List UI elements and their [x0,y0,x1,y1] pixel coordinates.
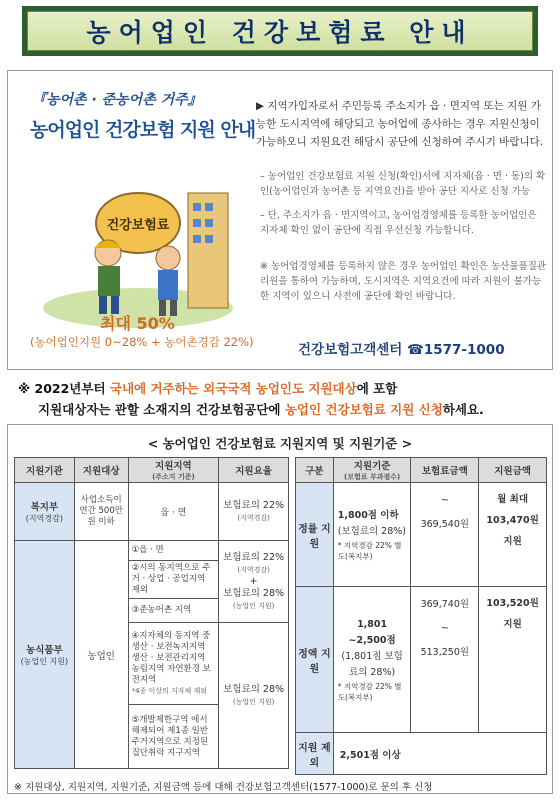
gubun-fixed-rate: 정률 지원 [296,483,334,587]
application-notes [260,169,546,247]
eligibility-text: ▶ 지역가입자로서 주민등록 주소지가 읍 · 면지역 또는 지원 가능한 도시지역에 해당되고 농어업에 종사하는 경우 지원신청이 가능하오니 지원요건 해당시 공단에 신청하여 주시기 바랍니다. [256,100,544,148]
amount-fixed-amount: 369,740원 ~ 513,250원 [411,587,479,733]
header-gubun: 구분 [296,458,334,483]
info-panel [7,70,553,370]
zone-2: ②시의 동지역으로 주거 · 상업 · 공업지역 제외 [128,561,219,599]
header-agency: 지원기관 [15,458,75,483]
header-rate: 지원요율 [219,458,289,483]
support-region-table [14,457,289,769]
main-title: 농어업인 건강보험 지원 안내 [30,119,256,141]
standard-fixed-rate: 1,800점 이하 (보험료의 28%) * 지역경감 22% 별도(복지부) [333,483,411,587]
table-row [296,587,547,733]
standard-fixed-amount: 1,801 ~2,500점 (1,801점 보험료의 28%) * 지역경감 22% 별도(복지부) [333,587,411,733]
table-row [296,483,547,587]
page-title: 농어업인 건강보험료 안내 [27,11,533,51]
max-rate: 최대 50% [100,314,175,333]
notice-highlight-1: 국내에 거주하는 외국국적 농업인도 지원대상 [109,381,357,396]
agency-agriculture: 농식품부 (농업인 지원) [15,541,75,769]
header-standard: 지원기준 (보험료 부과점수) [333,458,411,483]
notice-highlight-2: 농업인 건강보험료 지원 신청 [284,402,443,417]
header-zone: 지원지역 (주소지 기준) [128,458,219,483]
notice-suffix-1: 에 포함 [356,381,398,396]
header-amount: 보험료금액 [411,458,479,483]
support-standard-table [295,457,547,775]
application-note-1: – 농어업인 건강보험료 지원 신청(확인)서에 지자체(읍 · 면 · 동)의 확인(농어업인과 농어촌 등 지역요건)을 받아 공단 지사로 신청 가능 [260,171,546,197]
header-target: 지원대상 [74,458,128,483]
zone-welfare: 읍 · 면 [128,483,219,541]
footer-note: ※ 지원대상, 지원지역, 지원기준, 지원금액 등에 대해 건강보험고객센터(1577-1000)로 문의 후 신청 [14,782,433,793]
notice-line2-prefix: 지원대상자는 관할 소재지의 건강보험공단에 [38,402,285,417]
customer-center [298,338,505,358]
rate-combined: 보험료의 22% (지역경감) + 보험료의 28% (농업인 지원) [219,541,289,623]
zone-5: ⑤개발제한구역 에서 해제되어 제1종 일반주거지역으로 지정된 집단취락 지구지역 [128,705,219,769]
notice-suffix-2: 하세요. [442,402,484,417]
table-row [15,541,289,561]
amount-fixed-rate: ~ 369,540원 [411,483,479,587]
farmer-verification-note: ※ 농어업경영체를 등록하지 않은 경우 농어업인 확인은 농산물품질관리원을 통하여 가능하며, 도시지역은 지역요건에 따라 지원이 불가능한 지역이 있으니 사전에 공단에 확인 바랍니다. [260,261,547,302]
support-fixed-rate: 월 최대 103,470원 지원 [479,483,547,587]
center-name: 건강보험고객센터 [298,342,403,358]
agency-welfare: 복지부 (지역경감) [15,483,75,541]
center-phone: ☎1577-1000 [407,342,505,358]
notice-prefix: ※ 2022년부터 [18,381,110,396]
support-fixed-amount: 103,520원 지원 [479,587,547,733]
application-note-2: – 단, 주소지가 읍 · 면지역이고, 농어업경영체를 등록한 농어업인은 지자체 확인 없이 공단에 직접 우선신청 가능합니다. [260,210,537,236]
gubun-fixed-amount: 정액 지원 [296,587,334,733]
zone-1: ①읍 · 면 [128,541,219,561]
header-support: 지원금액 [479,458,547,483]
table-row [15,483,289,541]
zone-4: ④지자체의 동지역 중 생산 · 보전녹지지역 생산 · 보전관리지역 농림지역 자연환경 보전지역 *4종 이상의 지자체 제외 [128,623,219,705]
rate-welfare: 보험료의 22% (지역경감) [219,483,289,541]
standard-excluded: 2,501점 이상 [333,733,546,775]
notice-2022 [18,378,548,420]
support-criteria-section [7,424,553,794]
title-banner [22,6,538,56]
target-farmer: 농업인 [74,541,128,769]
gubun-excluded: 지원 제외 [296,733,334,775]
rate-farmer-only: 보험료의 28% (농업인 지원) [219,623,289,769]
zone-3: ③준농어촌 지역 [128,599,219,623]
table-row [296,733,547,775]
sack-label: 건강보험료 [106,218,170,233]
target-welfare: 사업소득이 연간 500만원 이하 [74,483,128,541]
table-caption: < 농어업인 건강보험료 지원지역 및 지원기준 > [147,436,413,451]
rate-detail: (농어업인지원 0~28% + 농어촌경감 22%) [30,335,254,349]
rural-title: 『농어촌 · 준농어촌 거주』 [32,92,202,108]
